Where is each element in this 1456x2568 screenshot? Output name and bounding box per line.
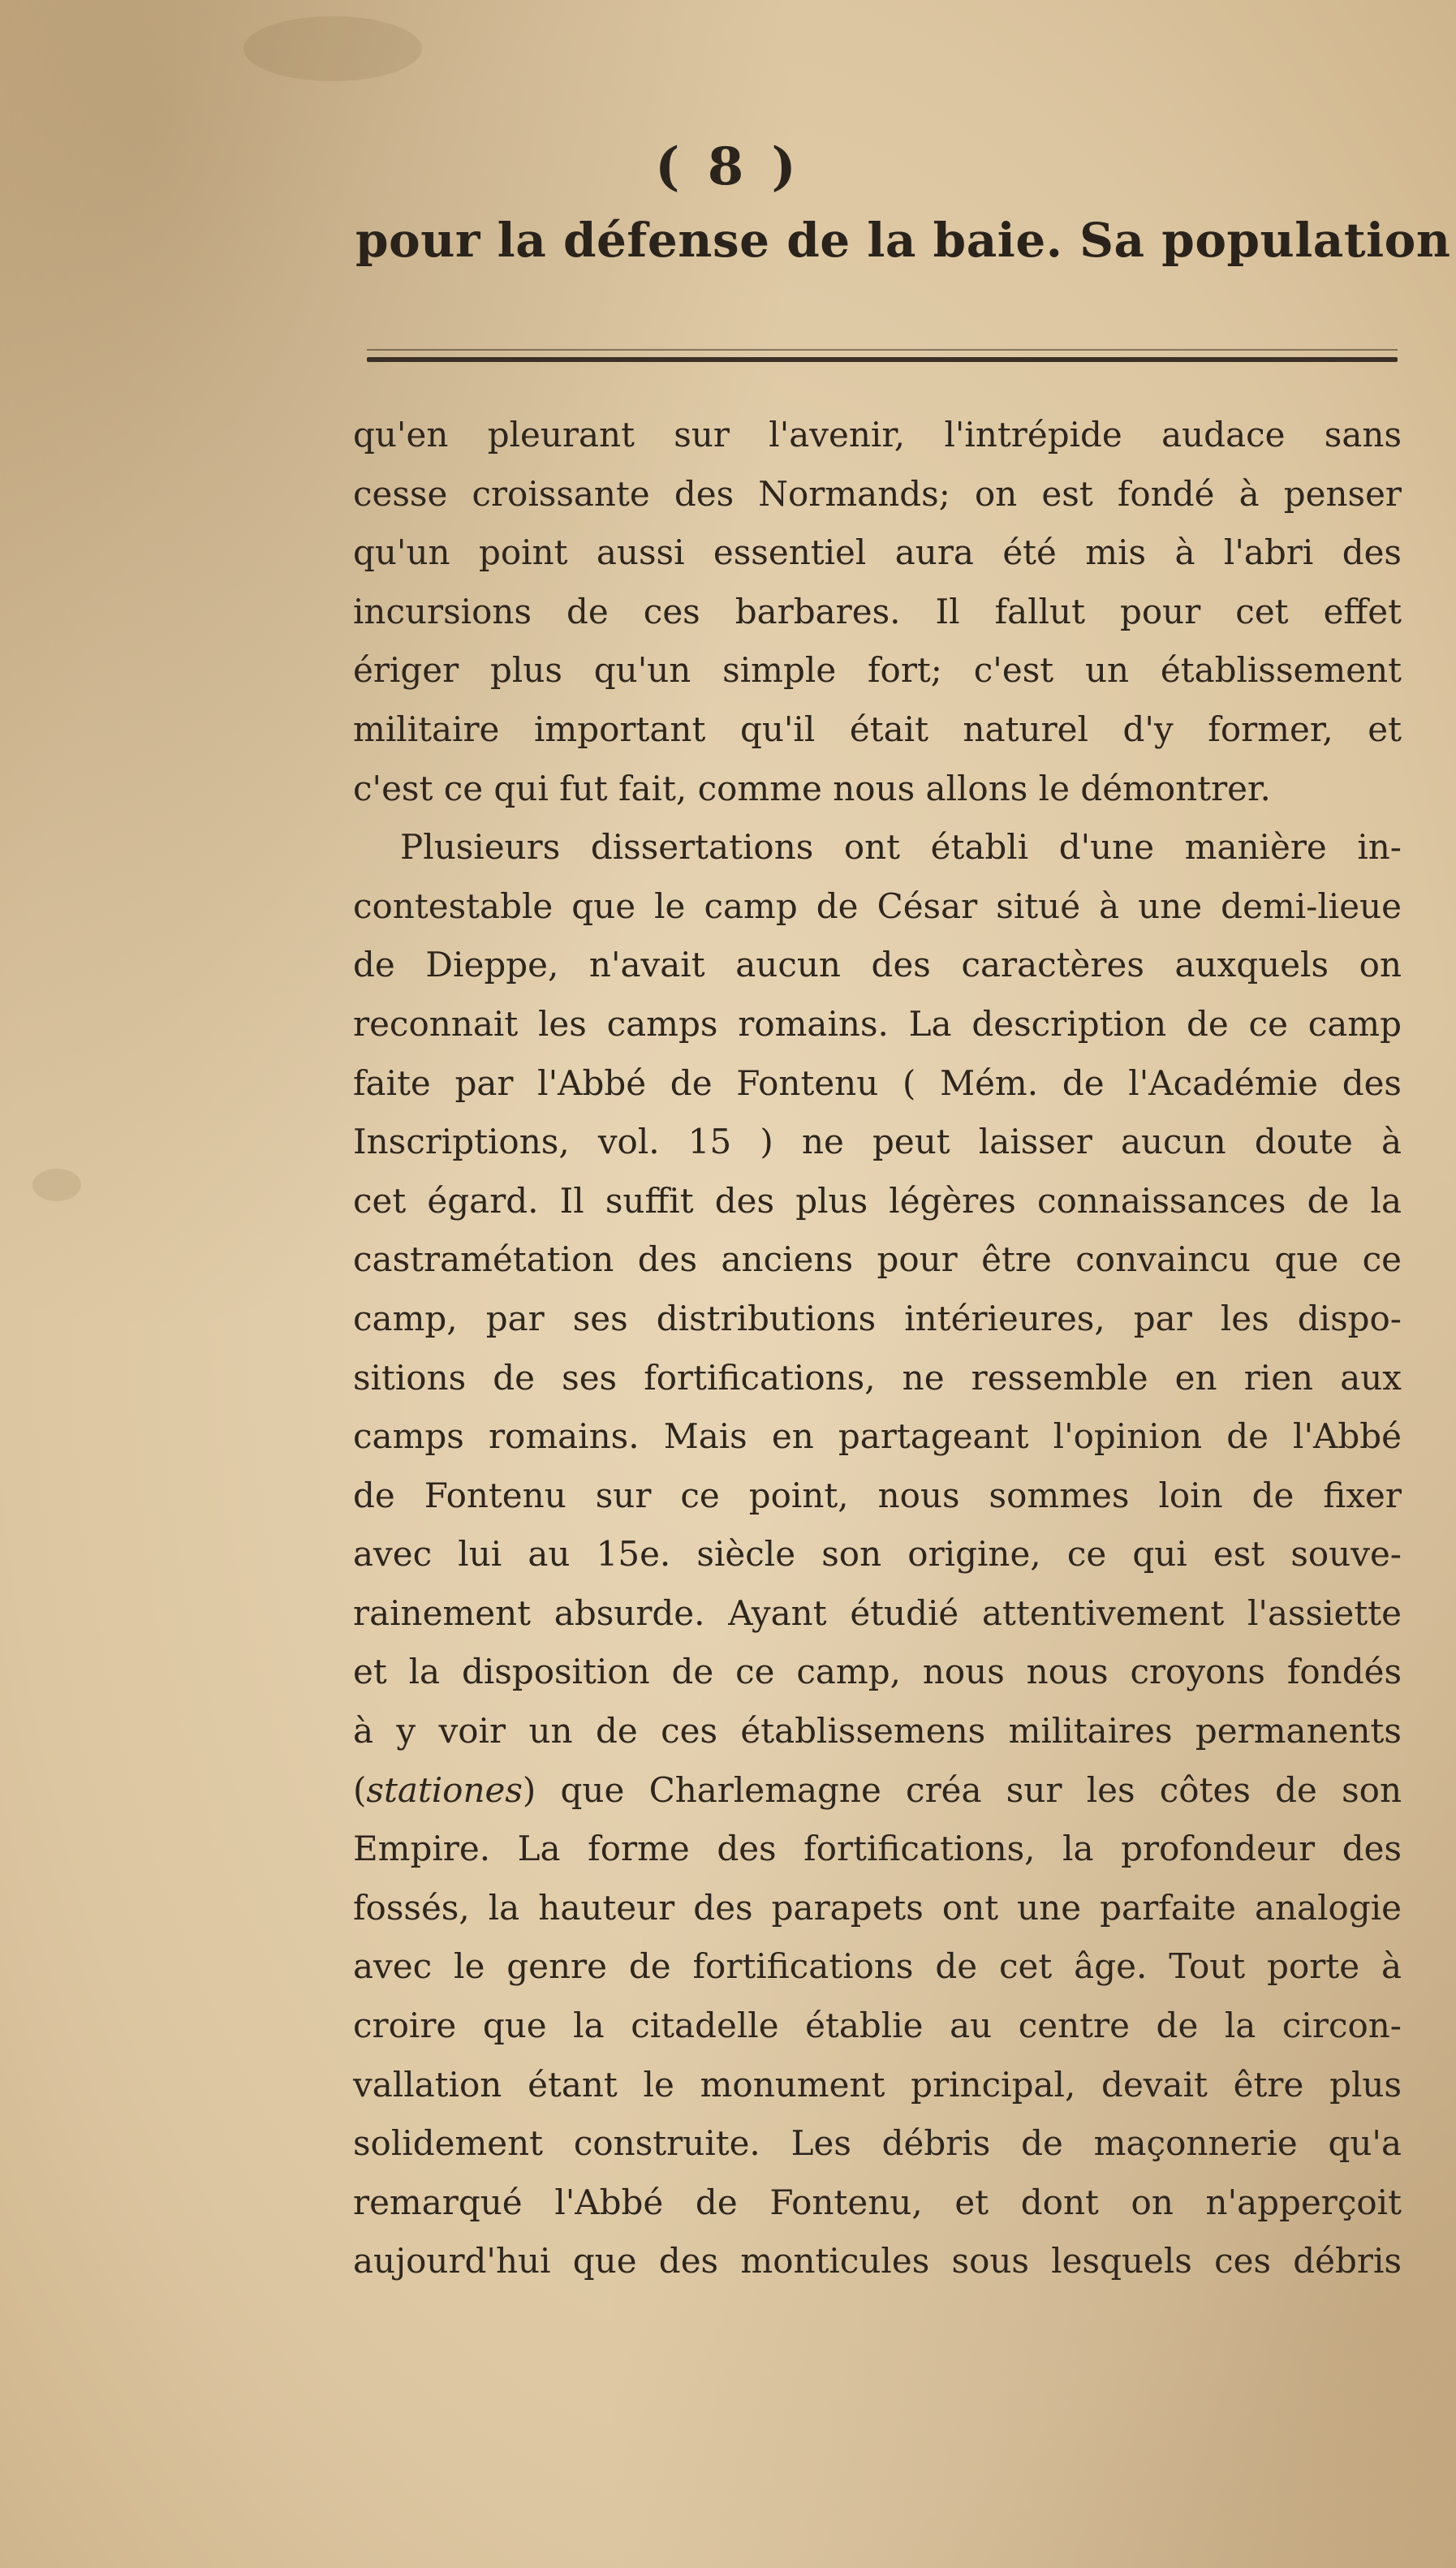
text-line: Inscriptions, vol. 15 ) ne peut laisser aucun doute à <box>353 1122 1402 1162</box>
text-line: solidement construite. Les débris de maçonnerie qu'a <box>353 2123 1402 2164</box>
page-number: ( 8 ) <box>655 136 801 197</box>
text-line: sitions de ses fortifications, ne ressemble en rien aux <box>353 1357 1402 1398</box>
text-line: reconnait les camps romains. La description de ce camp <box>353 1003 1402 1044</box>
text-line: qu'un point aussi essentiel aura été mis à l'abri des <box>353 532 1402 573</box>
text-line: remarqué l'Abbé de Fontenu, et dont on n'apperçoit <box>353 2182 1402 2222</box>
text-line: camp, par ses distributions intérieures, par les dispo- <box>353 1298 1402 1338</box>
text-line: cet égard. Il suffit des plus légères connaissances de la <box>353 1180 1402 1221</box>
text-line: aujourd'hui que des monticules sous lesquels ces débris <box>353 2241 1402 2281</box>
text-line: qu'en pleurant sur l'avenir, l'intrépide audace sans <box>353 415 1402 455</box>
text-line: ériger plus qu'un simple fort; c'est un établissement <box>353 650 1402 691</box>
text-line: à y voir un de ces établissemens militaires permanents <box>353 1711 1402 1751</box>
text-line: faite par l'Abbé de Fontenu ( Mém. de l'Académie des <box>353 1062 1402 1103</box>
text-line: castramétation des anciens pour être convaincu que ce <box>353 1239 1402 1280</box>
text-line: croire que la citadelle établie au centre de la circon- <box>353 2006 1402 2046</box>
text-line: fossés, la hauteur des parapets ont une parfaite analogie <box>353 1887 1402 1928</box>
text-line: Empire. La forme des fortifications, la profondeur des <box>353 1829 1402 1869</box>
text-line: militaire important qu'il était naturel d'y former, et <box>353 709 1402 749</box>
text-line: contestable que le camp de César situé à une demi-lieue <box>353 885 1402 926</box>
text-line: rainement absurde. Ayant étudié attentivement l'assiette <box>353 1592 1402 1633</box>
paren-open: ( <box>353 1769 367 1810</box>
body-text <box>353 406 1402 2291</box>
text-line: cesse croissante des Normands; on est fondé à penser <box>353 473 1402 514</box>
running-headline: pour la défense de la baie. Sa population <box>355 213 1451 268</box>
text-line: avec lui au 15e. siècle son origine, ce qui est souve- <box>353 1534 1402 1575</box>
divider-rule <box>367 357 1398 362</box>
text-line: de Dieppe, n'avait aucun des caractères auxquels on <box>353 945 1402 985</box>
text-line: vallation étant le monument principal, devait être plus <box>353 2064 1402 2105</box>
text-line-rest: ) que Charlemagne créa sur les côtes de son <box>522 1769 1402 1810</box>
text-line: incursions de ces barbares. Il fallut pour cet effet <box>353 591 1402 631</box>
paper-stain <box>32 1169 81 1201</box>
text-line: avec le genre de fortifications de cet âge. Tout porte à <box>353 1946 1402 1987</box>
text-line-stationes <box>353 1761 1402 1820</box>
divider-rule-thin <box>367 349 1398 351</box>
text-line: et la disposition de ce camp, nous nous croyons fondés <box>353 1652 1402 1692</box>
text-line: c'est ce qui fut fait, comme nous allons le démontrer. <box>353 768 1271 808</box>
paper-stain <box>243 16 422 81</box>
text-line: de Fontenu sur ce point, nous sommes loin de fixer <box>353 1475 1402 1515</box>
text-line: camps romains. Mais en partageant l'opinion de l'Abbé <box>353 1416 1402 1457</box>
italic-word: stationes <box>366 1769 523 1810</box>
paragraph-first-line: Plusieurs dissertations ont établi d'une manière in- <box>400 827 1402 868</box>
